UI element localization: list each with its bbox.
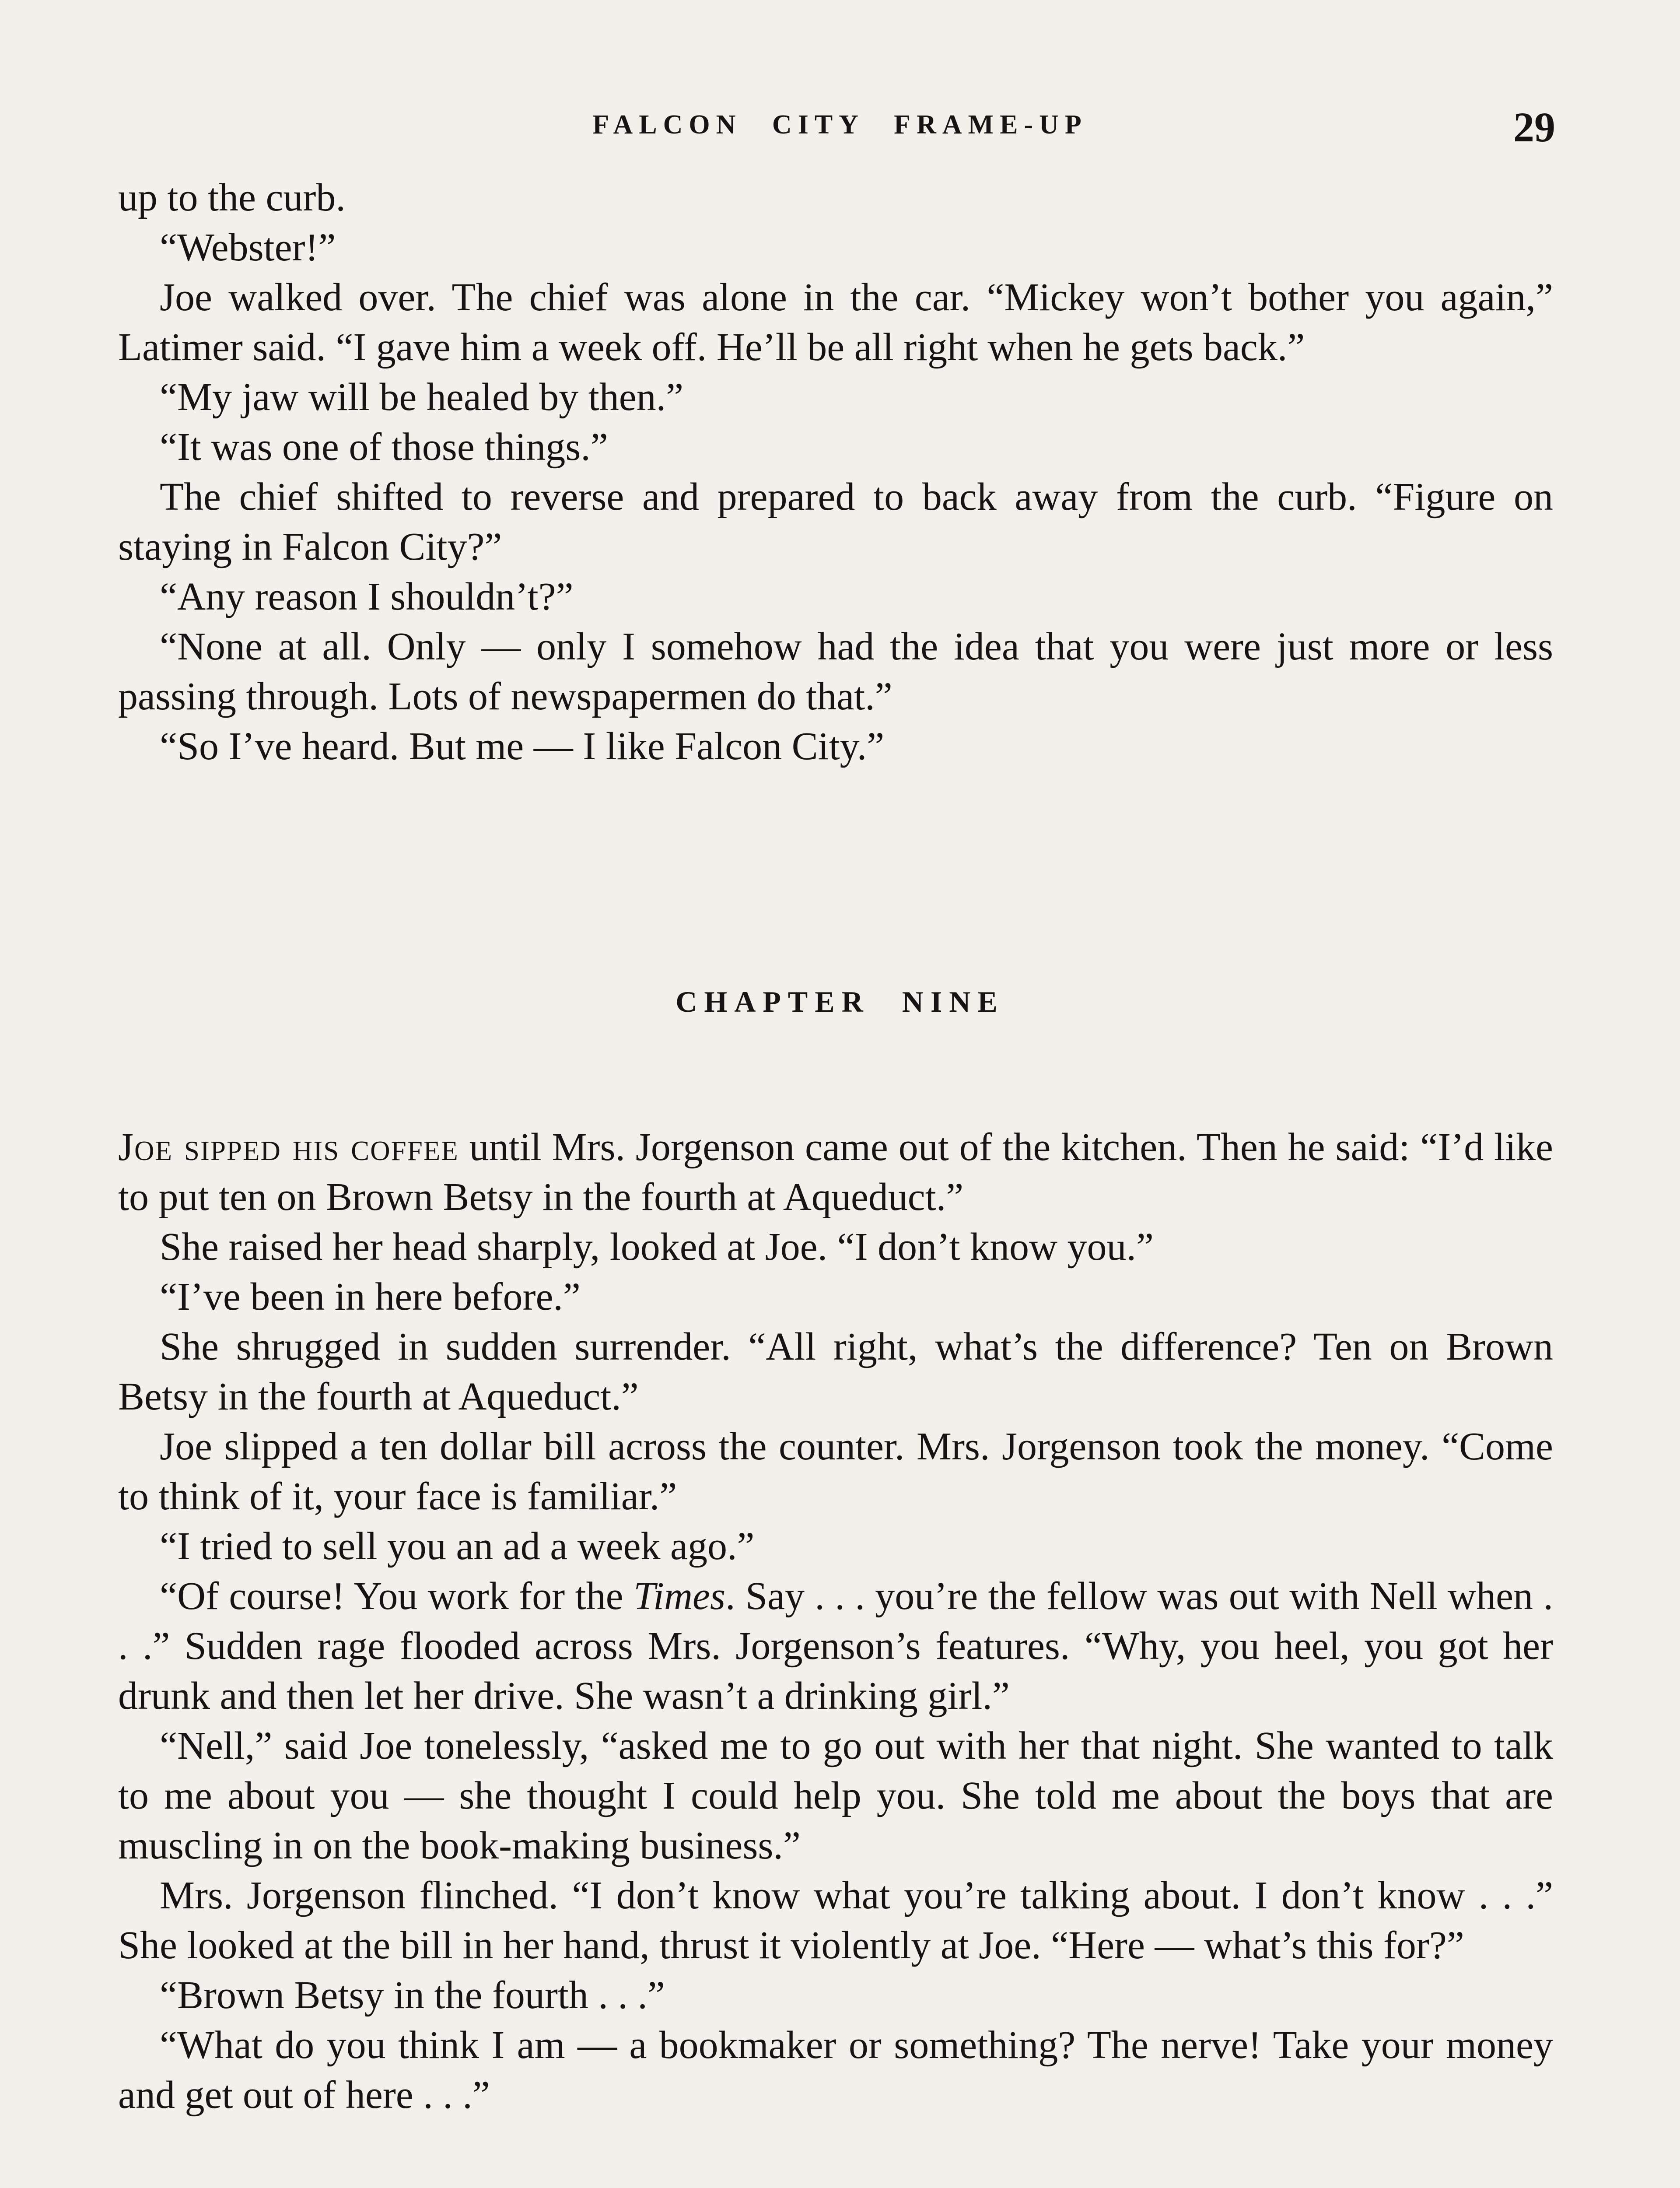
text-run: “Of course! You work for the — [160, 1574, 634, 1618]
paragraph: She shrugged in sudden surrender. “All right, what’s the difference? Ten on Brown Betsy in the fourth at Aqueduct.” — [118, 1325, 1553, 1418]
opening-text: until Mrs. Jorgenson came out of the kitchen. Then he said: “I’d like to put ten on Brown Betsy in the fourth at Aqueduct.” — [118, 1126, 1553, 1219]
running-title: FALCON CITY FRAME-UP — [592, 110, 1088, 140]
paragraph: Joe slipped a ten dollar bill across the counter. Mrs. Jorgenson took the money. “Come to think of it, your face is familiar.” — [118, 1425, 1553, 1518]
paragraph: “So I’ve heard. But me — I like Falcon City.” — [160, 725, 885, 768]
paragraph: “What do you think I am — a bookmaker or something? The nerve! Take your money and get out of here . . .” — [118, 2023, 1553, 2117]
paragraph: “I’ve been in here before.” — [160, 1275, 581, 1318]
page-number: 29 — [1513, 104, 1555, 151]
paragraph: Mrs. Jorgenson flinched. “I don’t know what you’re talking about. I don’t know . . .” She looked at the bill in her hand, thrust it violently at Joe. “Here — what’s this for?” — [118, 1874, 1553, 1967]
paragraph: Joe walked over. The chief was alone in the car. “Mickey won’t bother you again,” Latimer said. “I gave him a week off. He’ll be all right when he gets back.” — [118, 276, 1553, 369]
paragraph: “Nell,” said Joe tonelessly, “asked me to go out with her that night. She wanted to talk to me about you — she thought I could help you. She told me about the boys that are muscling in on the book-making business.” — [118, 1724, 1553, 1867]
paragraph: The chief shifted to reverse and prepared to back away from the curb. “Figure on staying in Falcon City?” — [118, 475, 1553, 568]
paragraph: “I tried to sell you an ad a week ago.” — [160, 1525, 755, 1568]
paragraph: “Any reason I shouldn’t?” — [160, 575, 574, 618]
paragraph: up to the curb. — [118, 176, 346, 219]
text-section-2 — [118, 1122, 1553, 2120]
chapter-heading: CHAPTER NINE — [676, 985, 1004, 1018]
chapter-opening-paragraph — [118, 1122, 1553, 1222]
lead-in-small-caps: Joe sipped his coffee — [118, 1126, 459, 1169]
text-run: . Say . . . you’re the fellow was out with Nell when . . .” Sudden rage flooded across Mrs. Jorgenson’s features. “Why, you heel, you got her drunk and then let her drive. She wasn’t a drinking girl.” — [118, 1574, 1553, 1718]
paragraph: She raised her head sharply, looked at Joe. “I don’t know you.” — [160, 1225, 1154, 1269]
paragraph: “It was one of those things.” — [160, 425, 608, 469]
paragraph: “Webster!” — [160, 226, 336, 269]
text-section-1 — [118, 173, 1553, 771]
newspaper-name: Times — [633, 1574, 726, 1618]
paragraph — [118, 1571, 1553, 1721]
paragraph: “Brown Betsy in the fourth . . .” — [160, 1974, 665, 2017]
paragraph: “None at all. Only — only I somehow had the idea that you were just more or less passing through. Lots of newspapermen do that.” — [118, 625, 1553, 718]
paragraph: “My jaw will be healed by then.” — [160, 375, 684, 419]
